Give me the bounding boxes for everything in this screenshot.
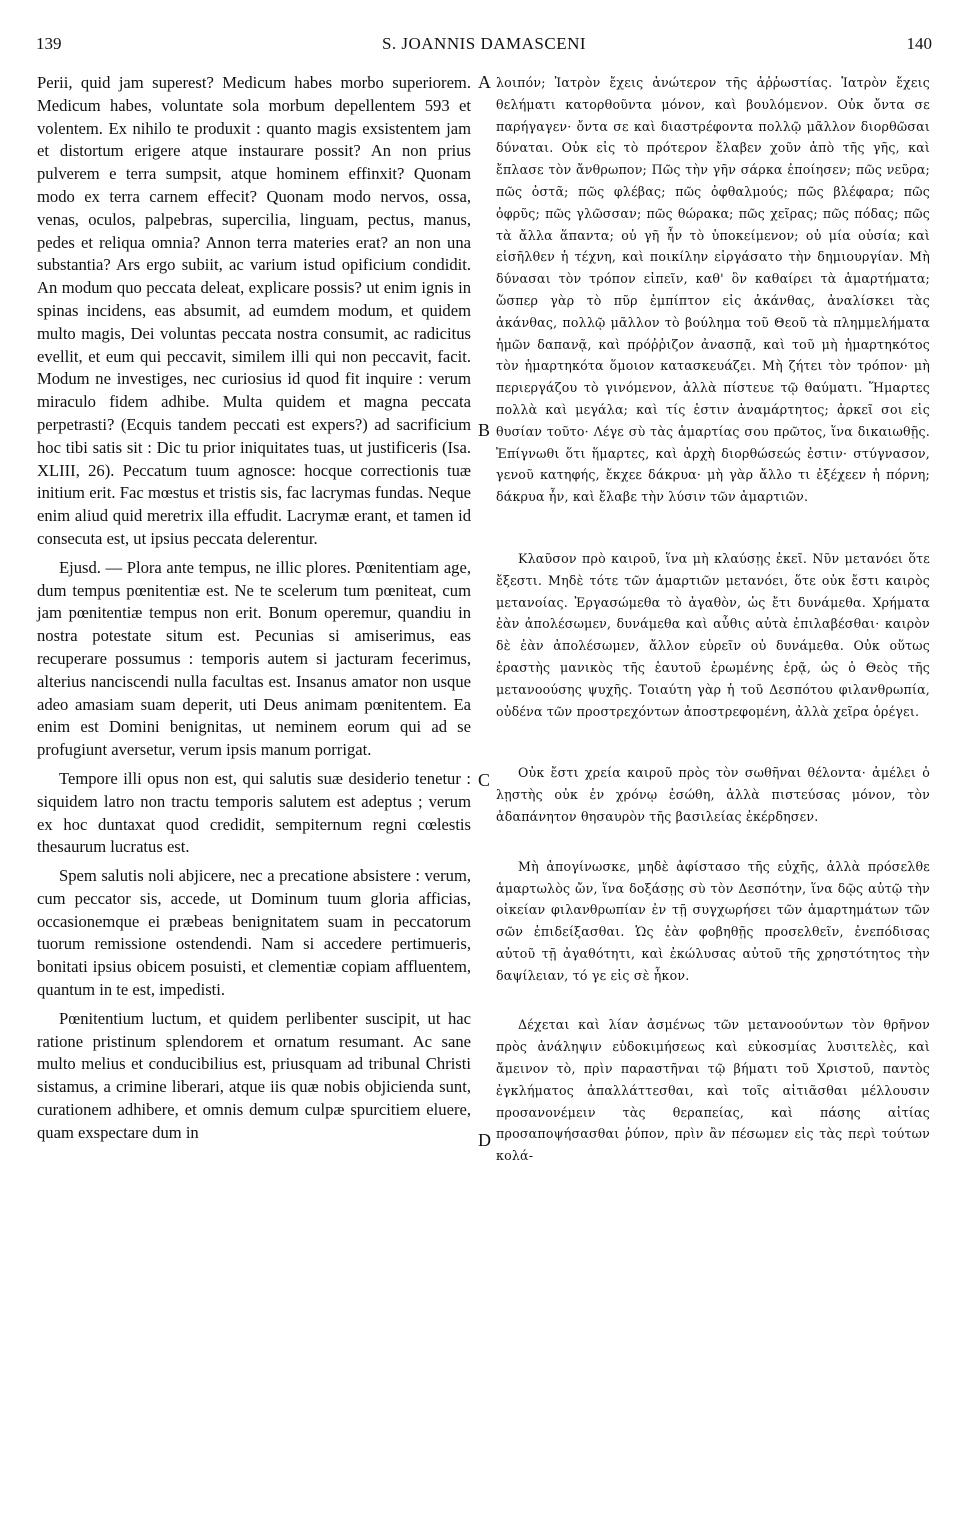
right-page-number: 140 (906, 34, 932, 53)
margin-marker-c: C (478, 770, 491, 790)
margin-marker-d: D (478, 1130, 491, 1150)
greek-paragraph: λοιπόν; Ἰατρὸν ἔχεις ἀνώτερον τῆς ἀῤῥωστίας. Ἰατρὸν ἔχεις θελήματι κατορθοῦντα μόνον, καὶ βουλόμενον. Οὐκ ὄντα σε παρήγαγεν· ὄντα σε καὶ διαστρέφοντα πολλῷ μᾶλλον διορθῶσαι δύναται. Οὐκ εἰς τὸ πρότερον ἔλαβεν χοῦν ἀπὸ τῆς γῆς, καὶ ἔπλασε τὸν ἄνθρωπον; Πῶς τὴν γῆν σάρκα ἐποίησεν; πῶς νεῦρα; πῶς ὀστᾶ; πῶς φλέβας; πῶς ὀφθαλμούς; πῶς βλέφαρα; πῶς ὀφρῦς; πῶς γλῶσσαν; πῶς θώρακα; πῶς χεῖρας; πῶς πόδας; πῶς τὰ ἄλλα ἅπαντα; οὐ γῆ ἦν τὸ ὑποκείμενον; οὐ μία οὐσία; καὶ εἰσῆλθεν ἡ τέχνη, καὶ ποικίλην εἰργάσατο τὴν δημιουργίαν. Μὴ δύνασαι τὸν τρόπον εἰπεῖν, καθ' ὃν καθαίρει τὰ ἁμαρτήματα; ὥσπερ γὰρ τὸ πῦρ ἐμπίπτον εἰς ἀκάνθας, ἀναλίσκει τὰς ἀκάνθας, πολλῷ μᾶλλον τὸ βούλημα τοῦ Θεοῦ τὰ πλημμελήματα ἡμῶν δαπανᾷ, καὶ πρόῤῥιζον ἀνασπᾷ, καὶ τοῦ μὴ ἡμαρτηκότος τὸν ἡμαρτηκότα ὅμοιον κατασκευάζει. Μὴ ζήτει τὸν τρόπον· μὴ περιεργάζου τὸ γινόμενον, ἀλλὰ πίστευε τῷ θαύματι. Ἥμαρτες πολλὰ καὶ μεγάλα; καὶ τίς ἐστιν ἀναμάρτητος; ἀρκεῖ σοι εἰς θυσίαν τοῦτο· Λέγε σὺ τὰς ἁμαρτίας σου πρῶτος, ἵνα δικαιωθῇς. Ἐπίγνωθι ὅτι ἥμαρτες, καὶ ἀρχὴ διορθώσεώς ἐστιν· στύγνασον, γενοῦ κατηφής, ἔκχεε δάκρυα· μὴ γὰρ ἄλλο τι ἐξέχεεν ἡ πόρνη; δάκρυα ἦν, καὶ ἔλαβε τὴν λύσιν τῶν ἁμαρτιῶν. (496, 75, 930, 505)
latin-paragraph: Pœnitentium luctum, et quidem perlibenter suscipit, ut hac ratione pristinum splendorem et ornatum resumant. Ac sane multo melius et conducibilius est, priusquam ad tribunal Christi sistamus, a crimine liberari, atque iis quæ nobis objicienda sunt, curationem adhibere, et omnis demum culpæ spurcitiem eluere, quam exspectare dum in (37, 1008, 471, 1142)
latin-paragraph: Ejusd. — Plora ante tempus, ne illic plores. Pœnitentiam age, dum tempus pœnitentiæ est. Ne te scelerum tum pœniteat, cum jam pœnitentiæ tempus non erit. Bonum operemur, quandiu in nostra potestate situm est. Pecunias si amiserimus, eas recuperare possumus : temporis autem si jacturam fecerimus, alterius nanciscendi nulla facultas est. Insanus amator non usque adeo amasiam suam deperit, uti Deus animam pœnitentem. Ea enim est Domini benignitas, ut neminem eorum qui ad se profugiunt aversetur, verum ipsis manum porrigat. (37, 557, 471, 760)
running-header (36, 34, 932, 56)
greek-column (496, 72, 930, 1167)
latin-column (37, 72, 471, 1145)
latin-paragraph: Tempore illi opus non est, qui salutis suæ desiderio tenetur : siquidem latro non tractu temporis salutem est adeptus ; verum ex hoc duntaxat quod credidit, sempiternum regni cœlestis thesaurum lucratus est. (37, 768, 471, 857)
margin-marker-b: B (478, 420, 491, 440)
latin-paragraph: Perii, quid jam superest? Medicum habes morbo superiorem. Medicum habes, voluntate sola morbum depellentem 593 et volentem. Ex nihilo te produxit : quanto magis exsistentem jam et distortum erigere atque instaurare possit? An non prius pulverem e terra sumpsit, atque hominem effinxit? Quonam modo ex terra carnem effecit? Quonam modo nervos, ossa, venas, oculos, palpebras, supercilia, linguam, pectus, manus, pedes et reliqua omnia? Annon terra materies erat? an non una substantia? Ars ergo subiit, ac varium istud opificium condidit. An modum quo peccata deleat, explicare possis? ut enim ignis in spinas incidens, eas absumit, ad eumdem modum, et quidem multo magis, Dei voluntas peccata nostra consumit, ac radicitus evellit, et eum qui peccavit, similem illi qui non peccavit, facit. Modum ne investiges, nec curiosius id quod fit inquire : verum miraculo fidem adhibe. Multa quidem et magna peccata perpetrasti? (Ecquis tandem peccati est expers?) ad sacrificium hoc tibi satis sit : Dic tu prior iniquitates tuas, ut justificeris (Isa. XLIII, 26). Peccatum tuum agnosce: hocque correctionis tuæ initium erit. Fac mœstus et tristis sis, fac lacrymas fundas. Neque enim aliud quid meretrix illa effudit. Lacrymæ erant, et tamen id consecuta est, ut ipsius peccata delerentur. (37, 73, 471, 548)
greek-paragraph: Κλαῦσον πρὸ καιροῦ, ἵνα μὴ κλαύσῃς ἐκεῖ. Νῦν μετανόει ὅτε ἔξεστι. Μηδὲ τότε τῶν ἁμαρτιῶν μετανόει, ὅτε οὐκ ἔστι καιρὸς μετανοίας. Ἐργασώμεθα τὸ ἀγαθὸν, ὡς ἔτι δυνάμεθα. Χρήματα ἐὰν ἀπολέσωμεν, δυνάμεθα καὶ αὖθις αὐτὰ ἐπιλαβέσθαι· καιρὸν δὲ ἐὰν ἀπολέσωμεν, ἄλλον εὑρεῖν οὐ δυνάμεθα. Οὐκ οὕτως ἐραστὴς μανικὸς τῆς ἑαυτοῦ ἐρωμένης ἐρᾷ, ὡς ὁ Θεὸς τῆς μετανοούσης ψυχῆς. Τοιαύτη γὰρ ἡ τοῦ Δεσπότου φιλανθρωπία, οὐδένα τῶν προστρεχόντων ἀποστρεφομένη, ἀλλὰ χεῖρα ὀρέγει. (496, 550, 930, 719)
greek-paragraph: Δέχεται καὶ λίαν ἀσμένως τῶν μετανοούντων τὸν θρῆνον πρὸς ἀνάληψιν εὐδοκιμήσεως καὶ εὐκοσμίας λυσιτελὲς, καὶ ἄμεινον τὸ, πρὶν παραστῆναι τῷ βήματι τοῦ Χριστοῦ, παντὸς ἐγκλήματος ἀπαλλάττεσθαι, καὶ τοῖς αἰτιᾶσθαι μέλλουσιν προσανονέμειν τὰς θεραπείας, καὶ πάσης αἰτίας προσαποψήσασθαι ῥύπον, πρὶν ἂν πέσωμεν εἰς τὰς περὶ τούτων κολά- (496, 1017, 930, 1164)
margin-marker-a: A (478, 72, 491, 92)
left-page-number: 139 (36, 34, 62, 53)
greek-paragraph: Μὴ ἀπογίνωσκε, μηδὲ ἀφίστασο τῆς εὐχῆς, ἀλλὰ πρόσελθε ἁμαρτωλὸς ὤν, ἵνα δοξάσῃς σὺ τὸν Δεσπότην, ἵνα δῷς αὐτῷ τὴν οἰκείαν φιλανθρωπίαν ἐν τῇ συγχωρήσει τῶν ἁμαρτημάτων τῶν σῶν ἐπιδείξασθαι. Ὡς ἐὰν φοβηθῇς προσελθεῖν, ἐνεπόδισας αὐτοῦ τῇ ἀγαθότητι, καὶ ἐκώλυσας αὐτοῦ τῆς χρηστότητος τὴν δαψίλειαν, τό γε εἰς σὲ ἧκον. (496, 858, 930, 983)
running-title: S. JOANNIS DAMASCENI (381, 34, 587, 53)
greek-paragraph: Οὐκ ἔστι χρεία καιροῦ πρὸς τὸν σωθῆναι θέλοντα· ἀμέλει ὁ λῃστὴς οὐκ ἐν χρόνῳ ἐσώθη, ἀλλὰ πιστεύσας μόνον, τὸν ἀδαπάνητον θησαυρὸν τῆς βασιλείας ἐκέρδησεν. (496, 765, 930, 824)
latin-paragraph: Spem salutis noli abjicere, nec a precatione absistere : verum, cum peccator sis, accede, ut Dominum tuum gloria afficias, occasionemque ei præbeas benignitatem suam in peccatorum tuorum remissione ostendendi. Nam si accedere pertimueris, bonitati ipsius obicem posuisti, et clementiæ copiam affluentem, quantum in te est, impedisti. (37, 866, 471, 1000)
